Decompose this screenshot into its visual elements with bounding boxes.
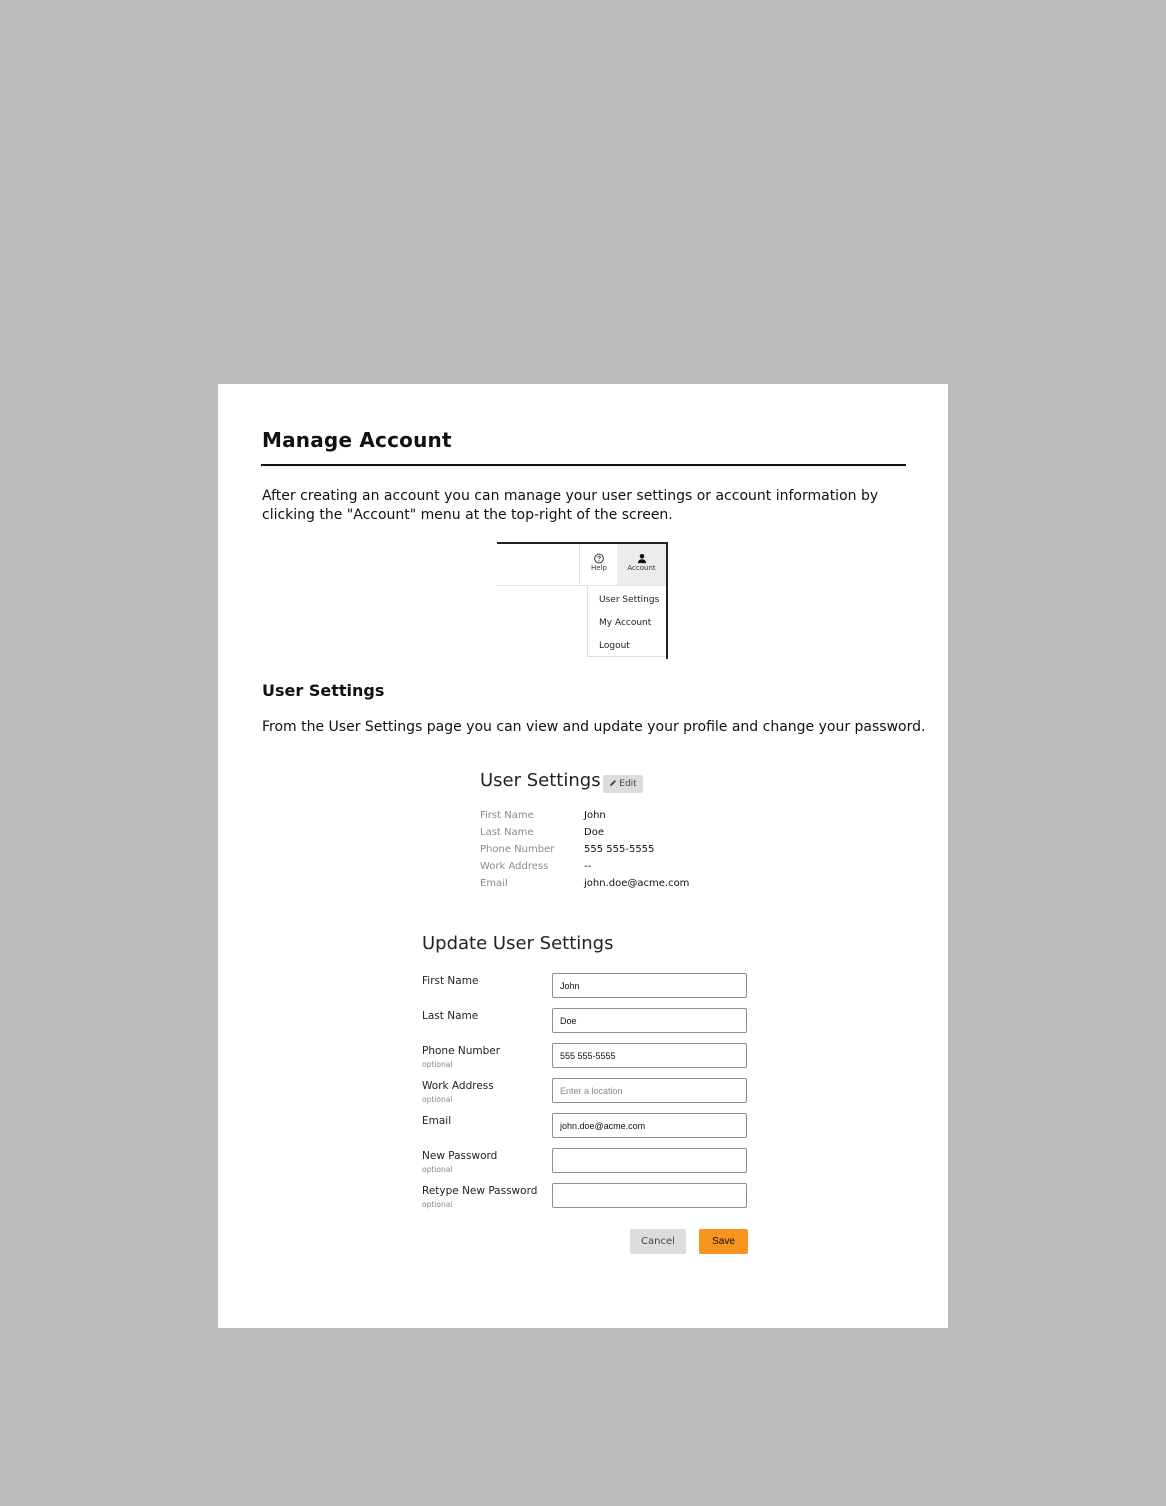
info-row-last-name [480, 827, 740, 843]
account-label: Account [627, 564, 656, 572]
info-label: Last Name [480, 827, 534, 838]
info-value: John [584, 810, 606, 821]
user-settings-title: User Settings [480, 770, 601, 791]
save-button[interactable]: Save [699, 1229, 748, 1254]
menu-item-my-account[interactable]: My Account [599, 618, 652, 628]
user-icon [636, 553, 648, 564]
phone-number-input[interactable] [552, 1043, 747, 1068]
pencil-icon [609, 779, 617, 787]
field-label: Phone Number [422, 1045, 501, 1057]
info-value: -- [584, 861, 592, 872]
optional-note: optional [422, 1165, 453, 1174]
field-label: First Name [422, 975, 479, 987]
screenshot-border-right [666, 542, 668, 659]
info-value: 555 555-5555 [584, 844, 655, 855]
field-label: Retype New Password [422, 1185, 538, 1197]
info-label: Phone Number [480, 844, 555, 855]
form-row-retype-password [422, 1183, 748, 1211]
info-value: Doe [584, 827, 604, 838]
work-address-input[interactable] [552, 1078, 747, 1103]
field-label: New Password [422, 1150, 498, 1162]
edit-button[interactable] [603, 775, 643, 793]
edit-label: Edit [619, 779, 637, 789]
info-row-email [480, 878, 740, 894]
last-name-input[interactable] [552, 1008, 747, 1033]
section-text-user-settings: From the User Settings page you can view and update your profile and change your password. [262, 719, 926, 735]
page-title: Manage Account [262, 428, 452, 452]
help-label: Help [591, 564, 607, 572]
info-label: First Name [480, 810, 534, 821]
form-row-first-name [422, 973, 748, 1001]
field-label: Email [422, 1115, 452, 1127]
update-settings-title: Update User Settings [422, 933, 614, 954]
info-label: Work Address [480, 861, 549, 872]
first-name-input[interactable] [552, 973, 747, 998]
account-menu-screenshot [497, 542, 668, 659]
menu-item-logout[interactable]: Logout [599, 641, 630, 651]
document-page [218, 384, 948, 1328]
info-row-first-name [480, 810, 740, 826]
field-label: Last Name [422, 1010, 479, 1022]
form-row-phone-number [422, 1043, 748, 1071]
new-password-input[interactable] [552, 1148, 747, 1173]
field-label: Work Address [422, 1080, 494, 1092]
title-divider [261, 464, 906, 466]
form-row-work-address [422, 1078, 748, 1106]
optional-note: optional [422, 1095, 453, 1104]
info-row-phone-number [480, 844, 740, 860]
retype-password-input[interactable] [552, 1183, 747, 1208]
form-row-new-password [422, 1148, 748, 1176]
section-heading-user-settings: User Settings [262, 681, 385, 700]
info-row-work-address [480, 861, 740, 877]
menu-item-user-settings[interactable]: User Settings [599, 595, 660, 605]
info-value: john.doe@acme.com [584, 878, 690, 889]
intro-paragraph: After creating an account you can manage your user settings or account information by clicking the "Account" menu at the top-right of the screen. [262, 488, 879, 523]
help-circle-icon [593, 553, 605, 564]
info-label: Email [480, 878, 508, 889]
account-dropdown-menu [587, 586, 668, 657]
optional-note: optional [422, 1200, 453, 1209]
optional-note: optional [422, 1060, 453, 1069]
email-input[interactable] [552, 1113, 747, 1138]
cancel-button[interactable]: Cancel [630, 1229, 686, 1254]
form-row-email [422, 1113, 748, 1141]
account-button[interactable] [617, 544, 666, 585]
form-row-last-name [422, 1008, 748, 1036]
help-button[interactable] [579, 544, 618, 585]
